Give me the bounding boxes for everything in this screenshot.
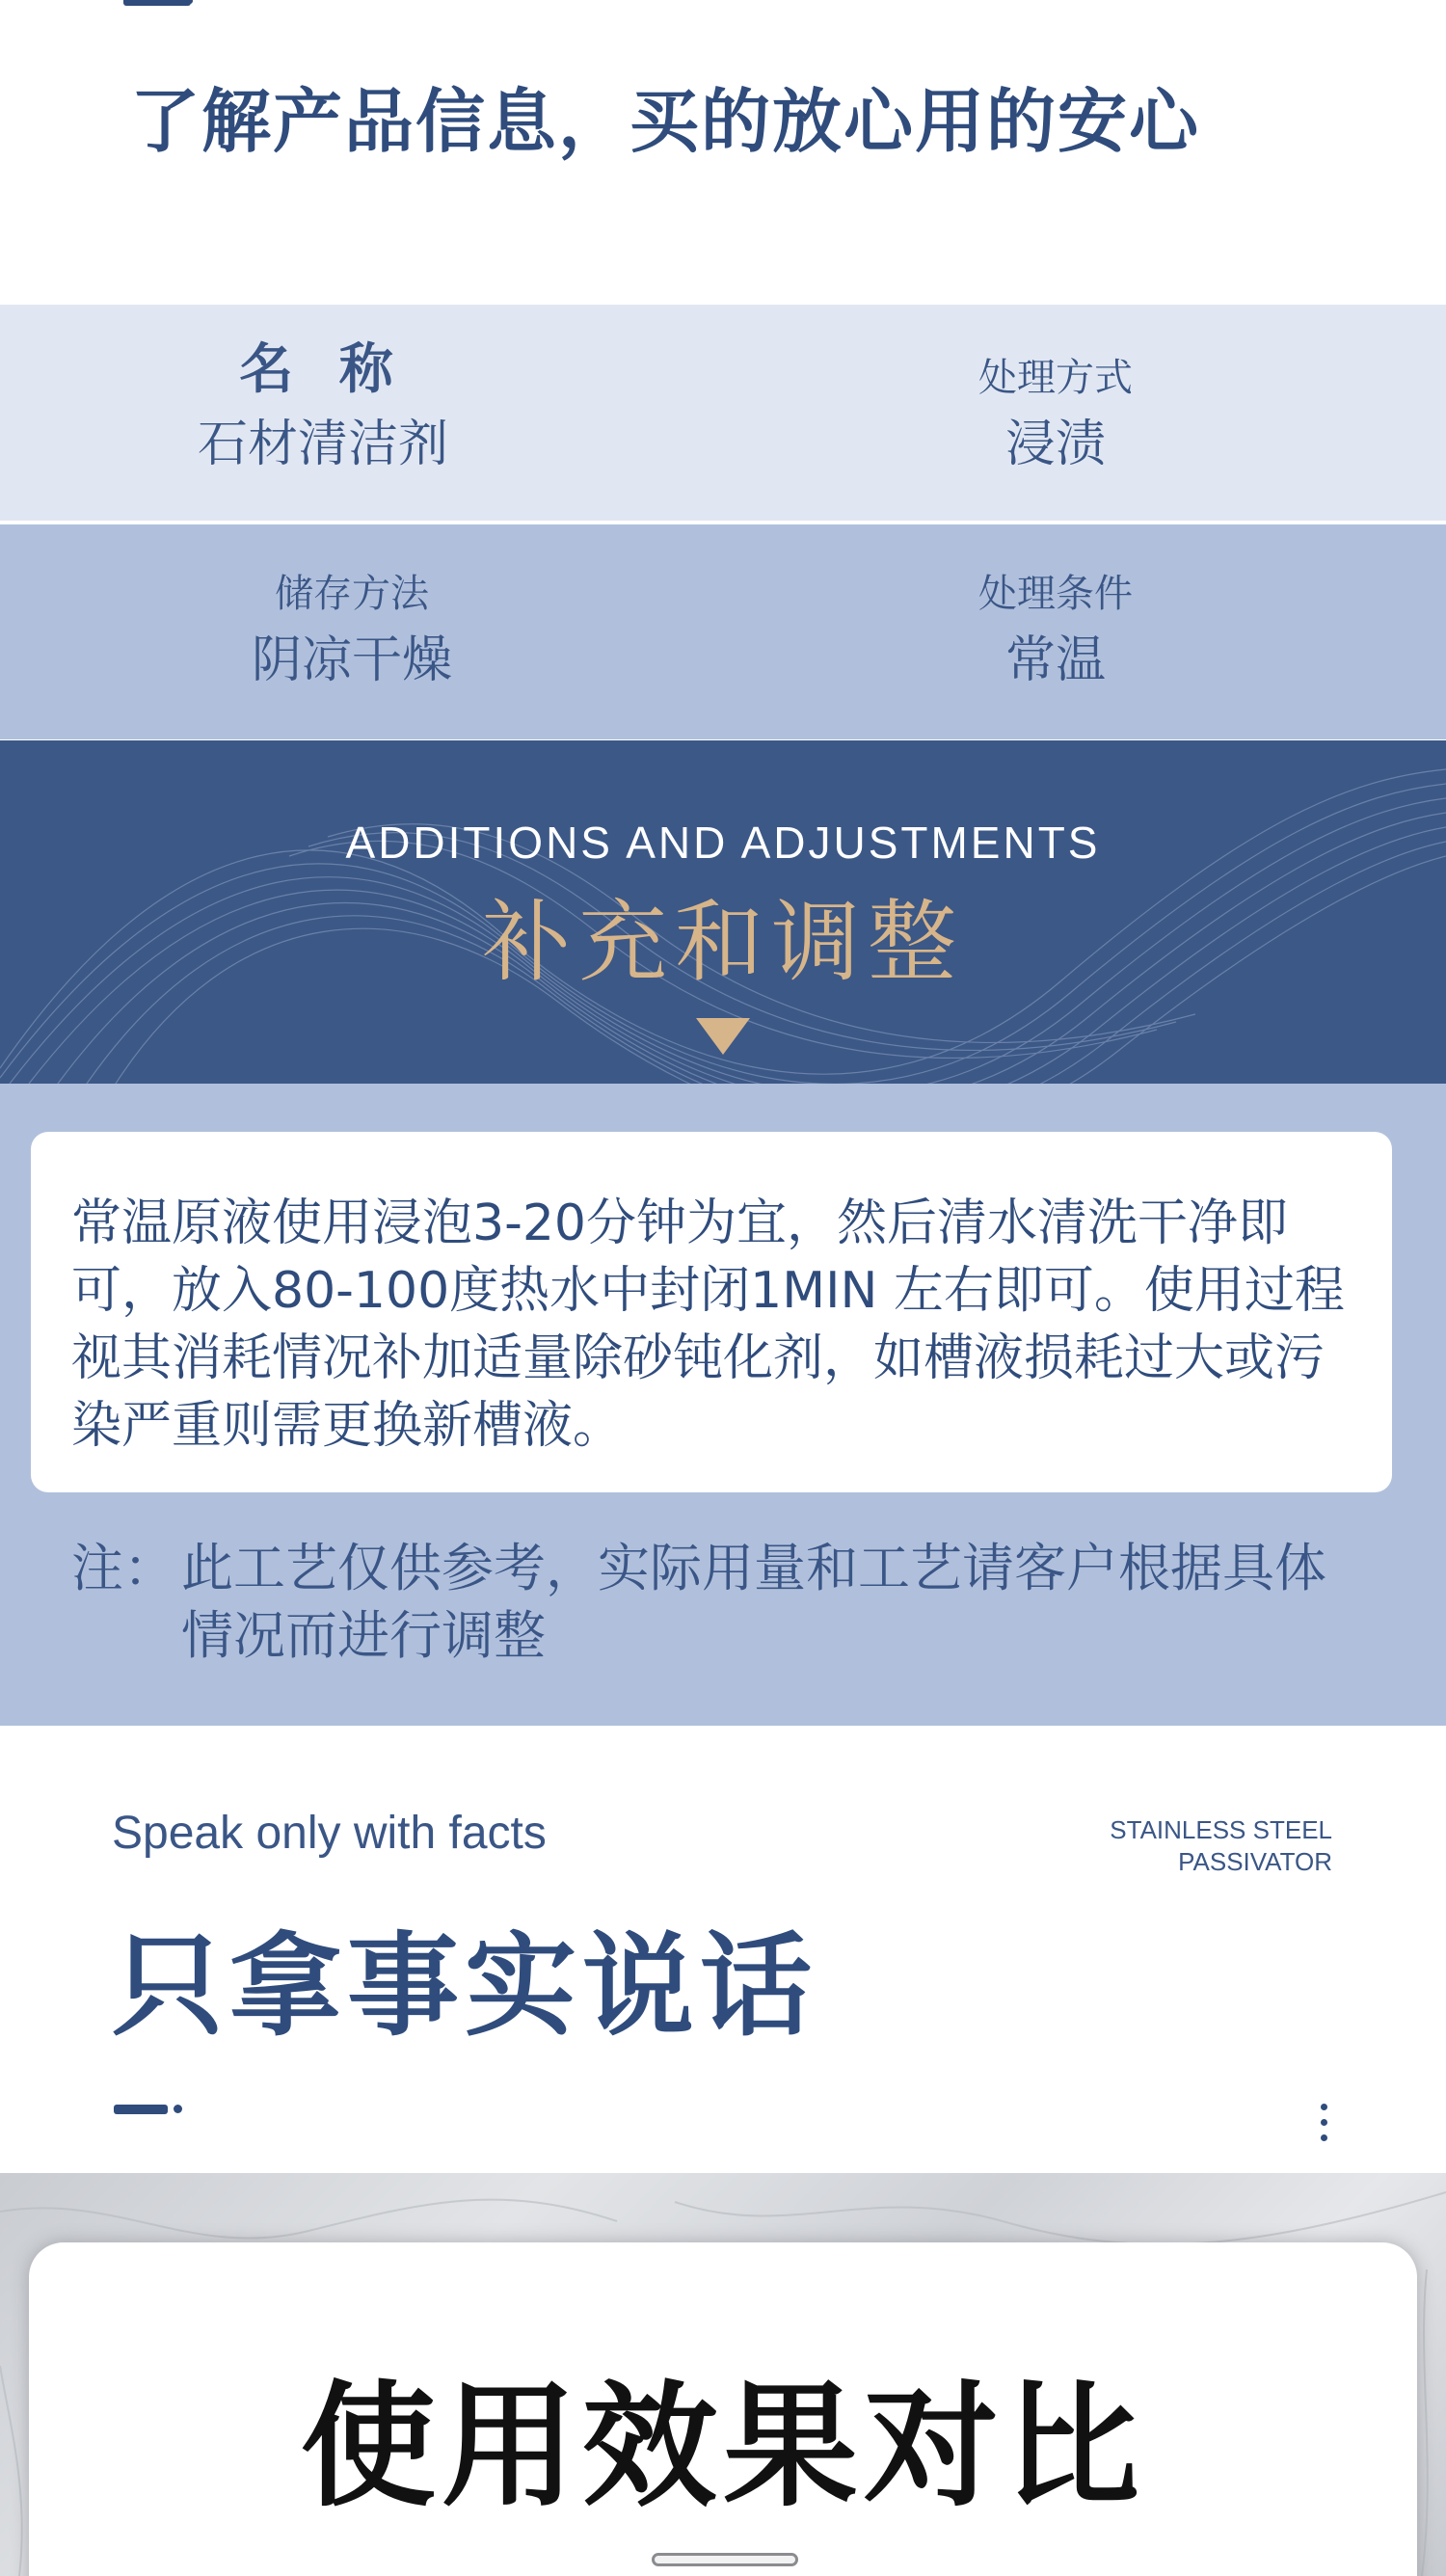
more-vertical-icon[interactable] [1309, 2104, 1338, 2158]
facts-decoration-bar [114, 2105, 168, 2114]
instructions-text: 常温原液使用浸泡3-20分钟为宜，然后清水清洗干净即可，放入80-100度热水中封闭1MIN 左右即可。使用过程视其消耗情况补加适量除砂钝化剂，如槽液损耗过大或污染严重则需更换新槽液。 [71, 1194, 1345, 1455]
spec-value-name: 石材清洁剂 [197, 416, 448, 473]
spec-label-name: 名 称 [239, 338, 407, 401]
banner-title: 补充和调整 [481, 891, 964, 994]
triangle-down-icon [696, 1018, 750, 1055]
spec-row-1 [0, 305, 1446, 521]
top-decoration-dot [185, 0, 193, 4]
facts-decoration-dot [174, 2105, 182, 2113]
comparison-title: 使用效果对比 [300, 2369, 1145, 2526]
additions-banner [0, 740, 1446, 1084]
spec-value-condition: 常温 [1004, 631, 1106, 689]
brand-caption [1110, 1814, 1332, 1878]
spec-cell-storage [106, 524, 598, 739]
facts-subtitle: Speak only with facts [112, 1808, 547, 1859]
spec-value-treatment: 浸渍 [1004, 416, 1106, 473]
spec-label-condition: 处理条件 [978, 572, 1133, 616]
spec-cell-treatment [810, 305, 1301, 521]
brand-caption-line-2: PASSIVATOR [1178, 1847, 1332, 1876]
banner-subtitle: ADDITIONS AND ADJUSTMENTS [345, 818, 1101, 868]
spec-value-storage: 阴凉干燥 [251, 631, 452, 689]
comparison-card [29, 2242, 1417, 2576]
spec-cell-condition [810, 524, 1301, 739]
spec-label-treatment: 处理方式 [978, 356, 1133, 400]
facts-title: 只拿事实说话 [112, 1921, 817, 2052]
instructions-card [31, 1132, 1392, 1492]
note-text: 此工艺仅供参考，实际用量和工艺请客户根据具体情况而进行调整 [181, 1538, 1326, 1666]
comparison-section [0, 2173, 1446, 2576]
spec-row-2 [0, 524, 1446, 739]
instructions-section [0, 1084, 1446, 1726]
scroll-handle[interactable] [652, 2553, 798, 2566]
intro-title: 了解产品信息，买的放心用的安心 [130, 81, 1201, 162]
top-decoration-bar [123, 0, 191, 6]
brand-caption-line-1: STAINLESS STEEL [1110, 1815, 1332, 1844]
spec-cell-name [77, 305, 569, 521]
spec-label-storage: 储存方法 [275, 572, 429, 616]
facts-section [0, 1726, 1446, 2173]
note-label: 注： [71, 1538, 175, 1598]
